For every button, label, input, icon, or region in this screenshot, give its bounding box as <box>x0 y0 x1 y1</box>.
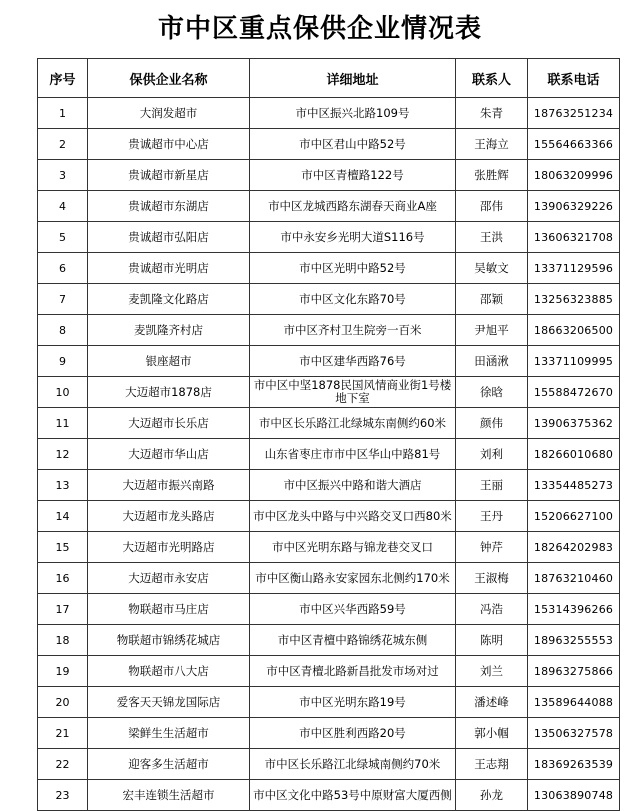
table-row <box>38 594 620 625</box>
table-row <box>38 315 620 346</box>
cell-address: 市中区光明东路19号 <box>250 687 456 718</box>
cell-phone: 13606321708 <box>528 222 620 253</box>
cell-index: 13 <box>38 470 88 501</box>
cell-enterprise-name: 大迈超市长乐店 <box>88 408 250 439</box>
cell-phone: 13256323885 <box>528 284 620 315</box>
cell-address: 市中区文化中路53号中原财富大厦西侧 <box>250 780 456 811</box>
cell-enterprise-name: 大润发超市 <box>88 98 250 129</box>
cell-enterprise-name: 大迈超市永安店 <box>88 563 250 594</box>
table-header-row <box>38 59 620 98</box>
cell-address: 山东省枣庄市市中区华山中路81号 <box>250 439 456 470</box>
header-contact: 联系人 <box>456 59 528 98</box>
table-row <box>38 532 620 563</box>
cell-address: 市中区光明中路52号 <box>250 253 456 284</box>
cell-contact: 王淑梅 <box>456 563 528 594</box>
cell-address: 市中区齐村卫生院旁一百米 <box>250 315 456 346</box>
cell-enterprise-name: 银座超市 <box>88 346 250 377</box>
table-body <box>38 98 620 811</box>
cell-index: 7 <box>38 284 88 315</box>
table-row <box>38 129 620 160</box>
cell-enterprise-name: 大迈超市振兴南路 <box>88 470 250 501</box>
cell-contact: 邵伟 <box>456 191 528 222</box>
cell-phone: 18266010680 <box>528 439 620 470</box>
cell-phone: 18963255553 <box>528 625 620 656</box>
cell-address: 市中区胜利西路20号 <box>250 718 456 749</box>
page-title: 市中区重点保供企业情况表 <box>157 14 482 44</box>
cell-contact: 刘利 <box>456 439 528 470</box>
cell-index: 12 <box>38 439 88 470</box>
cell-contact: 冯浩 <box>456 594 528 625</box>
cell-phone: 15564663366 <box>528 129 620 160</box>
table-row <box>38 160 620 191</box>
cell-phone: 13506327578 <box>528 718 620 749</box>
cell-address: 市中区长乐路江北绿城东南侧约60米 <box>250 408 456 439</box>
cell-index: 20 <box>38 687 88 718</box>
cell-phone: 13063890748 <box>528 780 620 811</box>
cell-contact: 颜伟 <box>456 408 528 439</box>
table-row <box>38 718 620 749</box>
cell-enterprise-name: 贵诚超市中心店 <box>88 129 250 160</box>
cell-phone: 13354485273 <box>528 470 620 501</box>
cell-contact: 钟芹 <box>456 532 528 563</box>
table-row <box>38 98 620 129</box>
cell-phone: 15206627100 <box>528 501 620 532</box>
cell-enterprise-name: 宏丰连锁生活超市 <box>88 780 250 811</box>
cell-enterprise-name: 物联超市八大店 <box>88 656 250 687</box>
cell-index: 15 <box>38 532 88 563</box>
cell-index: 4 <box>38 191 88 222</box>
cell-contact: 潘述峰 <box>456 687 528 718</box>
cell-enterprise-name: 大迈超市1878店 <box>88 377 250 408</box>
cell-address: 市中区振兴中路和谐大酒店 <box>250 470 456 501</box>
table-row <box>38 749 620 780</box>
cell-index: 2 <box>38 129 88 160</box>
cell-phone: 18663206500 <box>528 315 620 346</box>
table-row <box>38 501 620 532</box>
table-row <box>38 656 620 687</box>
table-row <box>38 563 620 594</box>
cell-address: 市中区振兴北路109号 <box>250 98 456 129</box>
cell-contact: 王志翔 <box>456 749 528 780</box>
cell-enterprise-name: 物联超市锦绣花城店 <box>88 625 250 656</box>
cell-enterprise-name: 梁鲜生生活超市 <box>88 718 250 749</box>
cell-address: 市中区青檀路122号 <box>250 160 456 191</box>
cell-phone: 18063209996 <box>528 160 620 191</box>
cell-address: 市中区长乐路江北绿城南侧约70米 <box>250 749 456 780</box>
table-row <box>38 780 620 811</box>
cell-phone: 18763210460 <box>528 563 620 594</box>
cell-phone: 13371129596 <box>528 253 620 284</box>
table-row <box>38 439 620 470</box>
cell-contact: 田涵湫 <box>456 346 528 377</box>
cell-contact: 王丹 <box>456 501 528 532</box>
cell-address: 市中区中坚1878民国风情商业街1号楼地下室 <box>250 377 456 408</box>
cell-contact: 朱青 <box>456 98 528 129</box>
cell-index: 1 <box>38 98 88 129</box>
cell-phone: 13371109995 <box>528 346 620 377</box>
cell-index: 14 <box>38 501 88 532</box>
cell-enterprise-name: 贵诚超市东湖店 <box>88 191 250 222</box>
cell-enterprise-name: 物联超市马庄店 <box>88 594 250 625</box>
cell-index: 6 <box>38 253 88 284</box>
cell-phone: 13906329226 <box>528 191 620 222</box>
cell-contact: 徐晗 <box>456 377 528 408</box>
cell-phone: 18369263539 <box>528 749 620 780</box>
cell-contact: 王丽 <box>456 470 528 501</box>
cell-index: 3 <box>38 160 88 191</box>
cell-phone: 13589644088 <box>528 687 620 718</box>
cell-index: 19 <box>38 656 88 687</box>
table-row <box>38 687 620 718</box>
cell-phone: 13906375362 <box>528 408 620 439</box>
cell-address: 市中区衡山路永安家园东北侧约170米 <box>250 563 456 594</box>
cell-index: 10 <box>38 377 88 408</box>
cell-contact: 刘兰 <box>456 656 528 687</box>
table-row <box>38 625 620 656</box>
cell-contact: 尹旭平 <box>456 315 528 346</box>
cell-phone: 15588472670 <box>528 377 620 408</box>
cell-address: 市中区龙城西路东湖春天商业A座 <box>250 191 456 222</box>
cell-address: 市中区光明东路与锦龙巷交叉口 <box>250 532 456 563</box>
cell-index: 18 <box>38 625 88 656</box>
cell-index: 11 <box>38 408 88 439</box>
cell-contact: 王海立 <box>456 129 528 160</box>
table-row <box>38 253 620 284</box>
cell-contact: 张胜辉 <box>456 160 528 191</box>
cell-index: 8 <box>38 315 88 346</box>
cell-address: 市中区建华西路76号 <box>250 346 456 377</box>
cell-address: 市中区兴华西路59号 <box>250 594 456 625</box>
cell-contact: 邵颖 <box>456 284 528 315</box>
cell-address: 市中区龙头中路与中兴路交叉口西80米 <box>250 501 456 532</box>
cell-phone: 18963275866 <box>528 656 620 687</box>
header-address: 详细地址 <box>250 59 456 98</box>
table-row <box>38 408 620 439</box>
table-row <box>38 346 620 377</box>
cell-contact: 郭小帼 <box>456 718 528 749</box>
table-row <box>38 470 620 501</box>
cell-address: 市中区青檀北路新昌批发市场对过 <box>250 656 456 687</box>
table-row <box>38 377 620 408</box>
cell-index: 5 <box>38 222 88 253</box>
table-row <box>38 191 620 222</box>
cell-phone: 18763251234 <box>528 98 620 129</box>
cell-index: 17 <box>38 594 88 625</box>
cell-index: 16 <box>38 563 88 594</box>
cell-contact: 陈明 <box>456 625 528 656</box>
cell-enterprise-name: 麦凯隆文化路店 <box>88 284 250 315</box>
cell-phone: 18264202983 <box>528 532 620 563</box>
cell-enterprise-name: 大迈超市华山店 <box>88 439 250 470</box>
cell-index: 9 <box>38 346 88 377</box>
cell-enterprise-name: 大迈超市光明路店 <box>88 532 250 563</box>
cell-enterprise-name: 贵诚超市弘阳店 <box>88 222 250 253</box>
cell-enterprise-name: 大迈超市龙头路店 <box>88 501 250 532</box>
cell-enterprise-name: 迎客多生活超市 <box>88 749 250 780</box>
enterprise-table <box>37 58 620 811</box>
table-row <box>38 222 620 253</box>
cell-contact: 王洪 <box>456 222 528 253</box>
cell-address: 市中区君山中路52号 <box>250 129 456 160</box>
table-row <box>38 284 620 315</box>
header-enterprise-name: 保供企业名称 <box>88 59 250 98</box>
cell-enterprise-name: 贵诚超市新星店 <box>88 160 250 191</box>
cell-contact: 孙龙 <box>456 780 528 811</box>
cell-index: 23 <box>38 780 88 811</box>
cell-enterprise-name: 麦凯隆齐村店 <box>88 315 250 346</box>
cell-phone: 15314396266 <box>528 594 620 625</box>
header-index: 序号 <box>38 59 88 98</box>
cell-contact: 吴敏文 <box>456 253 528 284</box>
cell-index: 21 <box>38 718 88 749</box>
cell-enterprise-name: 爱客天天锦龙国际店 <box>88 687 250 718</box>
cell-enterprise-name: 贵诚超市光明店 <box>88 253 250 284</box>
cell-address: 市中永安乡光明大道S116号 <box>250 222 456 253</box>
header-phone: 联系电话 <box>528 59 620 98</box>
cell-index: 22 <box>38 749 88 780</box>
cell-address: 市中区青檀中路锦绣花城东侧 <box>250 625 456 656</box>
cell-address: 市中区文化东路70号 <box>250 284 456 315</box>
